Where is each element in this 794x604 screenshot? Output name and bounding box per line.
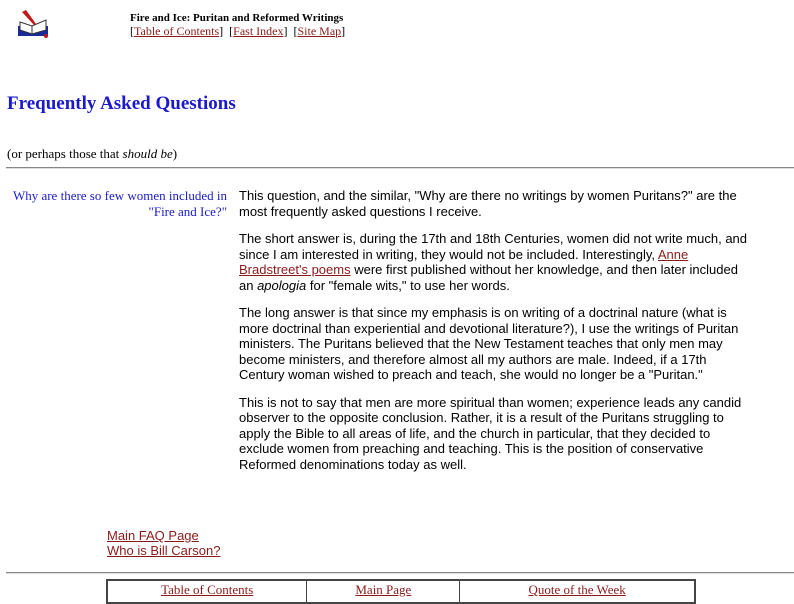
- main-faq-link[interactable]: Main FAQ Page: [107, 528, 199, 543]
- footer-toc-link[interactable]: Table of Contents: [161, 582, 254, 597]
- page-title: Frequently Asked Questions: [7, 93, 236, 114]
- faq-answer: This question, and the similar, "Why are there no writings by women Puritans?" are the most frequently asked questions I receive. The short answer is, during the 17th and 18th Centuries, women did not write much, and since I am interested in writing, they would not be included. Interestingly, Anne Bradstreet's poems were first published without her knowledge, and then later included an apologia for "female wits," to use her words. The long answer is that since my emphasis is on writing of a doctrinal nature (what is more doctrinal than experiential and devotional literature?), I use the writings of Puritan ministers. The Puritans believed that the New Testament teaches that only men may become ministers, and therefore almost all my authors are male. Indeed, if a 17th Century woman wished to preach and teach, she would no longer be a "Puritan." This is not to say that men are more spiritual than women; experience leads any candid observer to the opposite conclusion. Rather, it is a result of the Puritans struggling to apply the Bible to all areas of life, and the church in particular, that they decided to exclude women from preaching and teaching. This is the position of conservative Reformed denominations today as well.: [239, 188, 748, 472]
- site-map-link[interactable]: Site Map: [297, 24, 342, 38]
- book-quill-logo: [8, 8, 58, 44]
- bill-carson-link[interactable]: Who is Bill Carson?: [107, 543, 221, 558]
- divider: [6, 572, 794, 574]
- faq-links: [107, 528, 220, 558]
- toc-link[interactable]: Table of Contents: [134, 24, 220, 38]
- footer-quote-link[interactable]: Quote of the Week: [528, 582, 626, 597]
- divider: [6, 167, 794, 169]
- fast-index-link[interactable]: Fast Index: [233, 24, 284, 38]
- anne-bradstreet-link[interactable]: Anne Bradstreet's poems: [239, 246, 689, 277]
- top-nav: [Table of Contents] [Fast Index] [Site Map]: [130, 24, 346, 38]
- footer-main-page-link[interactable]: Main Page: [355, 582, 412, 597]
- footer-nav: [106, 579, 696, 604]
- site-title: Fire and Ice: Puritan and Reformed Writings: [130, 12, 344, 24]
- faq-question: Why are there so few women included in "Fire and Ice?": [12, 188, 227, 219]
- subtitle: (or perhaps those that should be): [7, 146, 178, 161]
